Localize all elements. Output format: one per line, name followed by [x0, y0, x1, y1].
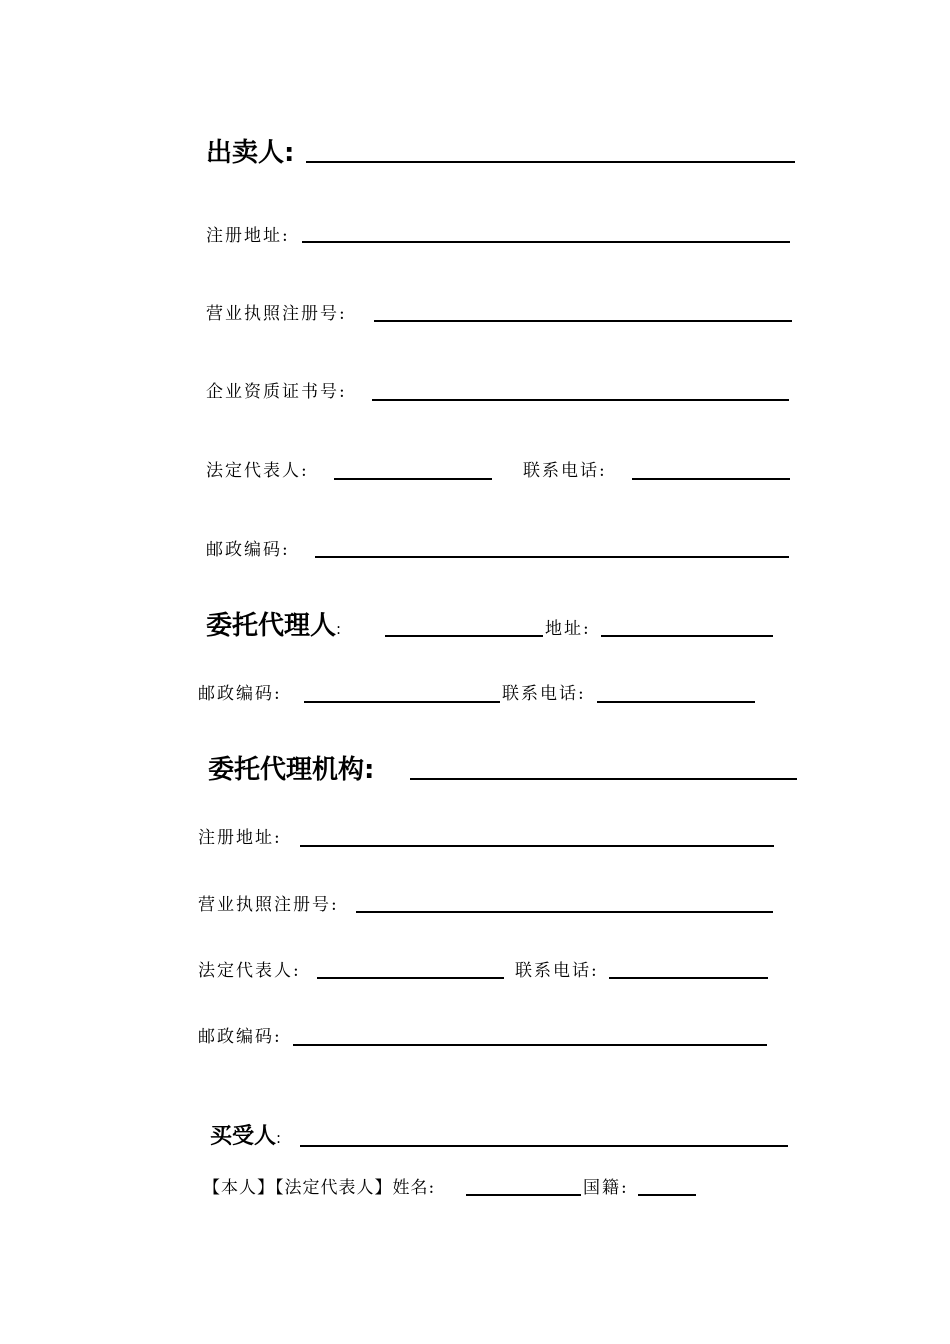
buyer-name-blank[interactable]: [300, 1145, 788, 1147]
seller-postcode-label: 邮政编码:: [206, 540, 290, 560]
seller-heading: 出卖人:: [206, 138, 295, 168]
seller-postcode-blank[interactable]: [315, 556, 789, 558]
seller-name-blank[interactable]: [306, 161, 795, 163]
seller-license-blank[interactable]: [374, 320, 792, 322]
buyer-heading-colon: :: [276, 1129, 282, 1147]
agent-phone-label: 联系电话:: [502, 684, 586, 704]
buyer-nationality-label: 国籍:: [583, 1178, 629, 1198]
seller-legal-rep-label: 法定代表人:: [206, 461, 309, 481]
agency-name-blank[interactable]: [410, 778, 797, 780]
agency-license-label: 营业执照注册号:: [198, 895, 339, 915]
seller-address-label: 注册地址:: [206, 226, 290, 246]
agency-legal-rep-label: 法定代表人:: [198, 961, 301, 981]
agent-heading-text: 委托代理人: [206, 611, 337, 641]
buyer-heading: [210, 1122, 281, 1153]
agent-heading: [206, 611, 341, 644]
buyer-heading-text: 买受人: [210, 1124, 277, 1149]
agency-legal-rep-blank[interactable]: [317, 977, 504, 979]
seller-license-label: 营业执照注册号:: [206, 304, 347, 324]
agency-postcode-blank[interactable]: [293, 1044, 767, 1046]
seller-legal-rep-blank[interactable]: [334, 478, 492, 480]
agency-license-blank[interactable]: [356, 911, 773, 913]
seller-qualification-blank[interactable]: [372, 399, 789, 401]
agent-address-blank[interactable]: [601, 635, 773, 637]
buyer-person-name-blank[interactable]: [466, 1194, 581, 1196]
agency-heading: 委托代理机构:: [208, 755, 375, 785]
seller-phone-blank[interactable]: [632, 478, 790, 480]
buyer-nationality-blank[interactable]: [638, 1194, 696, 1196]
agency-address-label: 注册地址:: [198, 828, 282, 848]
buyer-identity-label: 【本人】【法定代表人】姓名:: [203, 1178, 436, 1198]
agent-name-blank[interactable]: [385, 635, 543, 637]
agent-heading-colon: :: [336, 620, 342, 638]
agency-phone-blank[interactable]: [609, 977, 768, 979]
agent-postcode-label: 邮政编码:: [198, 684, 282, 704]
agent-phone-blank[interactable]: [597, 701, 755, 703]
agent-address-label: 地址:: [545, 619, 591, 639]
seller-phone-label: 联系电话:: [523, 461, 607, 481]
seller-address-blank[interactable]: [302, 241, 790, 243]
agent-postcode-blank[interactable]: [304, 701, 500, 703]
seller-qualification-label: 企业资质证书号:: [206, 382, 347, 402]
agency-phone-label: 联系电话:: [515, 961, 599, 981]
agency-address-blank[interactable]: [300, 845, 774, 847]
agency-postcode-label: 邮政编码:: [198, 1027, 282, 1047]
